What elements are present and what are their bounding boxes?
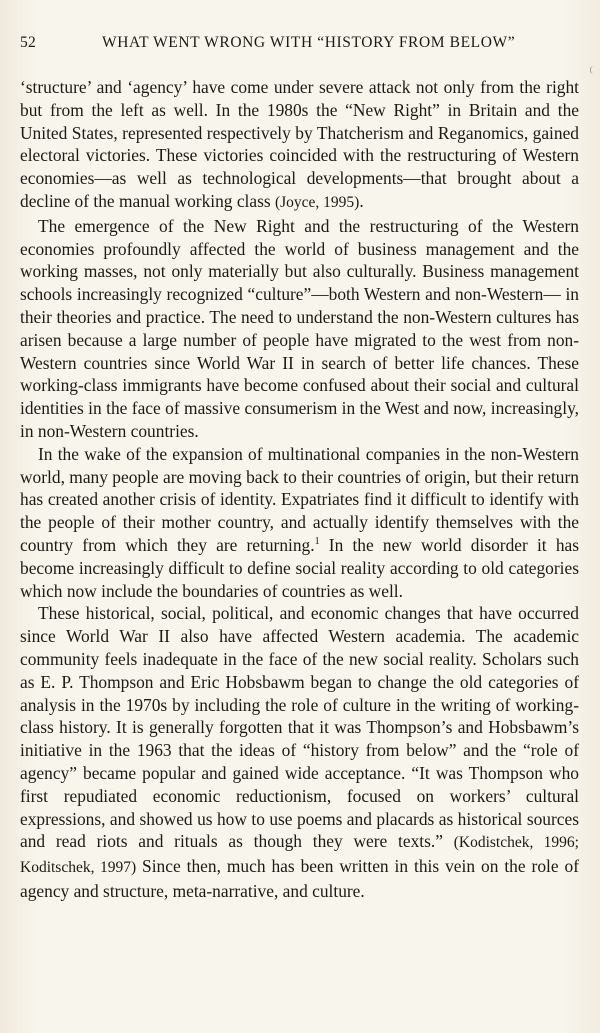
paragraph-4: [20, 602, 579, 902]
paragraph-3: [20, 443, 579, 603]
body-text: [20, 76, 579, 903]
page-edge-mark: [590, 66, 597, 74]
paragraph-2-text: The emergence of the New Right and the restructuring of the Western economies profoundly affected the world of business management and the working masses, not only materially but also culturally. Business management schools increasingly recognized “culture”—both Western and non-Western— in their theories and practice. The need to understand the non-Western cultures has arisen because a large number of people have migrated to the west from non-Western countries since World War II in search of better life chances. These working-class immigrants have become confused about their social and cultural identities in the face of massive consumerism in the West and now, increasingly, in non-Western countries.: [20, 215, 579, 441]
citation-koditschek: (Kodistchek, 1996; Koditschek, 1997): [20, 834, 579, 877]
footnote-marker: 1: [314, 536, 320, 548]
paragraph-2: [20, 215, 579, 443]
citation-joyce: (Joyce, 1995): [274, 193, 360, 211]
paragraph-1-text: ‘structure’ and ‘agency’ have come under severe attack not only from the right but from the left as well. In the 1980s the “New Right” in Britain and the United States, represented respectively by Thatcherism and Reganomics, gained electoral victories. These victories coincided with the restructuring of Western economies—as well as technological developments—that brought about a decline of the manual working class: [20, 77, 579, 211]
paragraph-4-text: These historical, social, political, and economic changes that have occurred since World War II also have affected Western academia. The academic community feels inadequate in the face of the new social reality. Scholars such as E. P. Thompson and Eric Hobsbawm began to change the old categories of analysis in the 1970s by including the role of culture in the writing of working-class history. It is generally forgotten that it was Thompson’s and Hobsbawm’s initiative in the 1963 that the ideas of “history from below” and the “role of agency” became popular and gained wide acceptance. “It was Thompson who first repudiated economic reductionism, focused on workers’ cultural expressions, and showed us how to use poems and placards as historical sources and read riots and rituals as though they were texts.”: [20, 603, 579, 852]
paragraph-1: [20, 76, 579, 215]
paragraph-1-end: .: [359, 190, 364, 211]
running-head: WHAT WENT WRONG WITH “HISTORY FROM BELOW”: [102, 34, 516, 51]
paragraph-3-text-continued: In the new world disorder it has become increasingly difficult to define social reality according to old categories which now include the boundaries of countries as well.: [20, 534, 579, 601]
paragraph-4-text-continued: Since then, much has been written in this vein on the role of agency and structure, meta-narrative, and culture.: [20, 856, 579, 901]
page-number: 52: [20, 34, 36, 51]
page-header: [20, 34, 582, 56]
paragraph-3-text: In the wake of the expansion of multinational companies in the non-Western world, many people are moving back to their countries of origin, but their return has created another crisis of identity. Expatriates find it difficult to identify with the people of their mother country, and actually identify themselves with the country from which they are returning.: [20, 443, 579, 555]
